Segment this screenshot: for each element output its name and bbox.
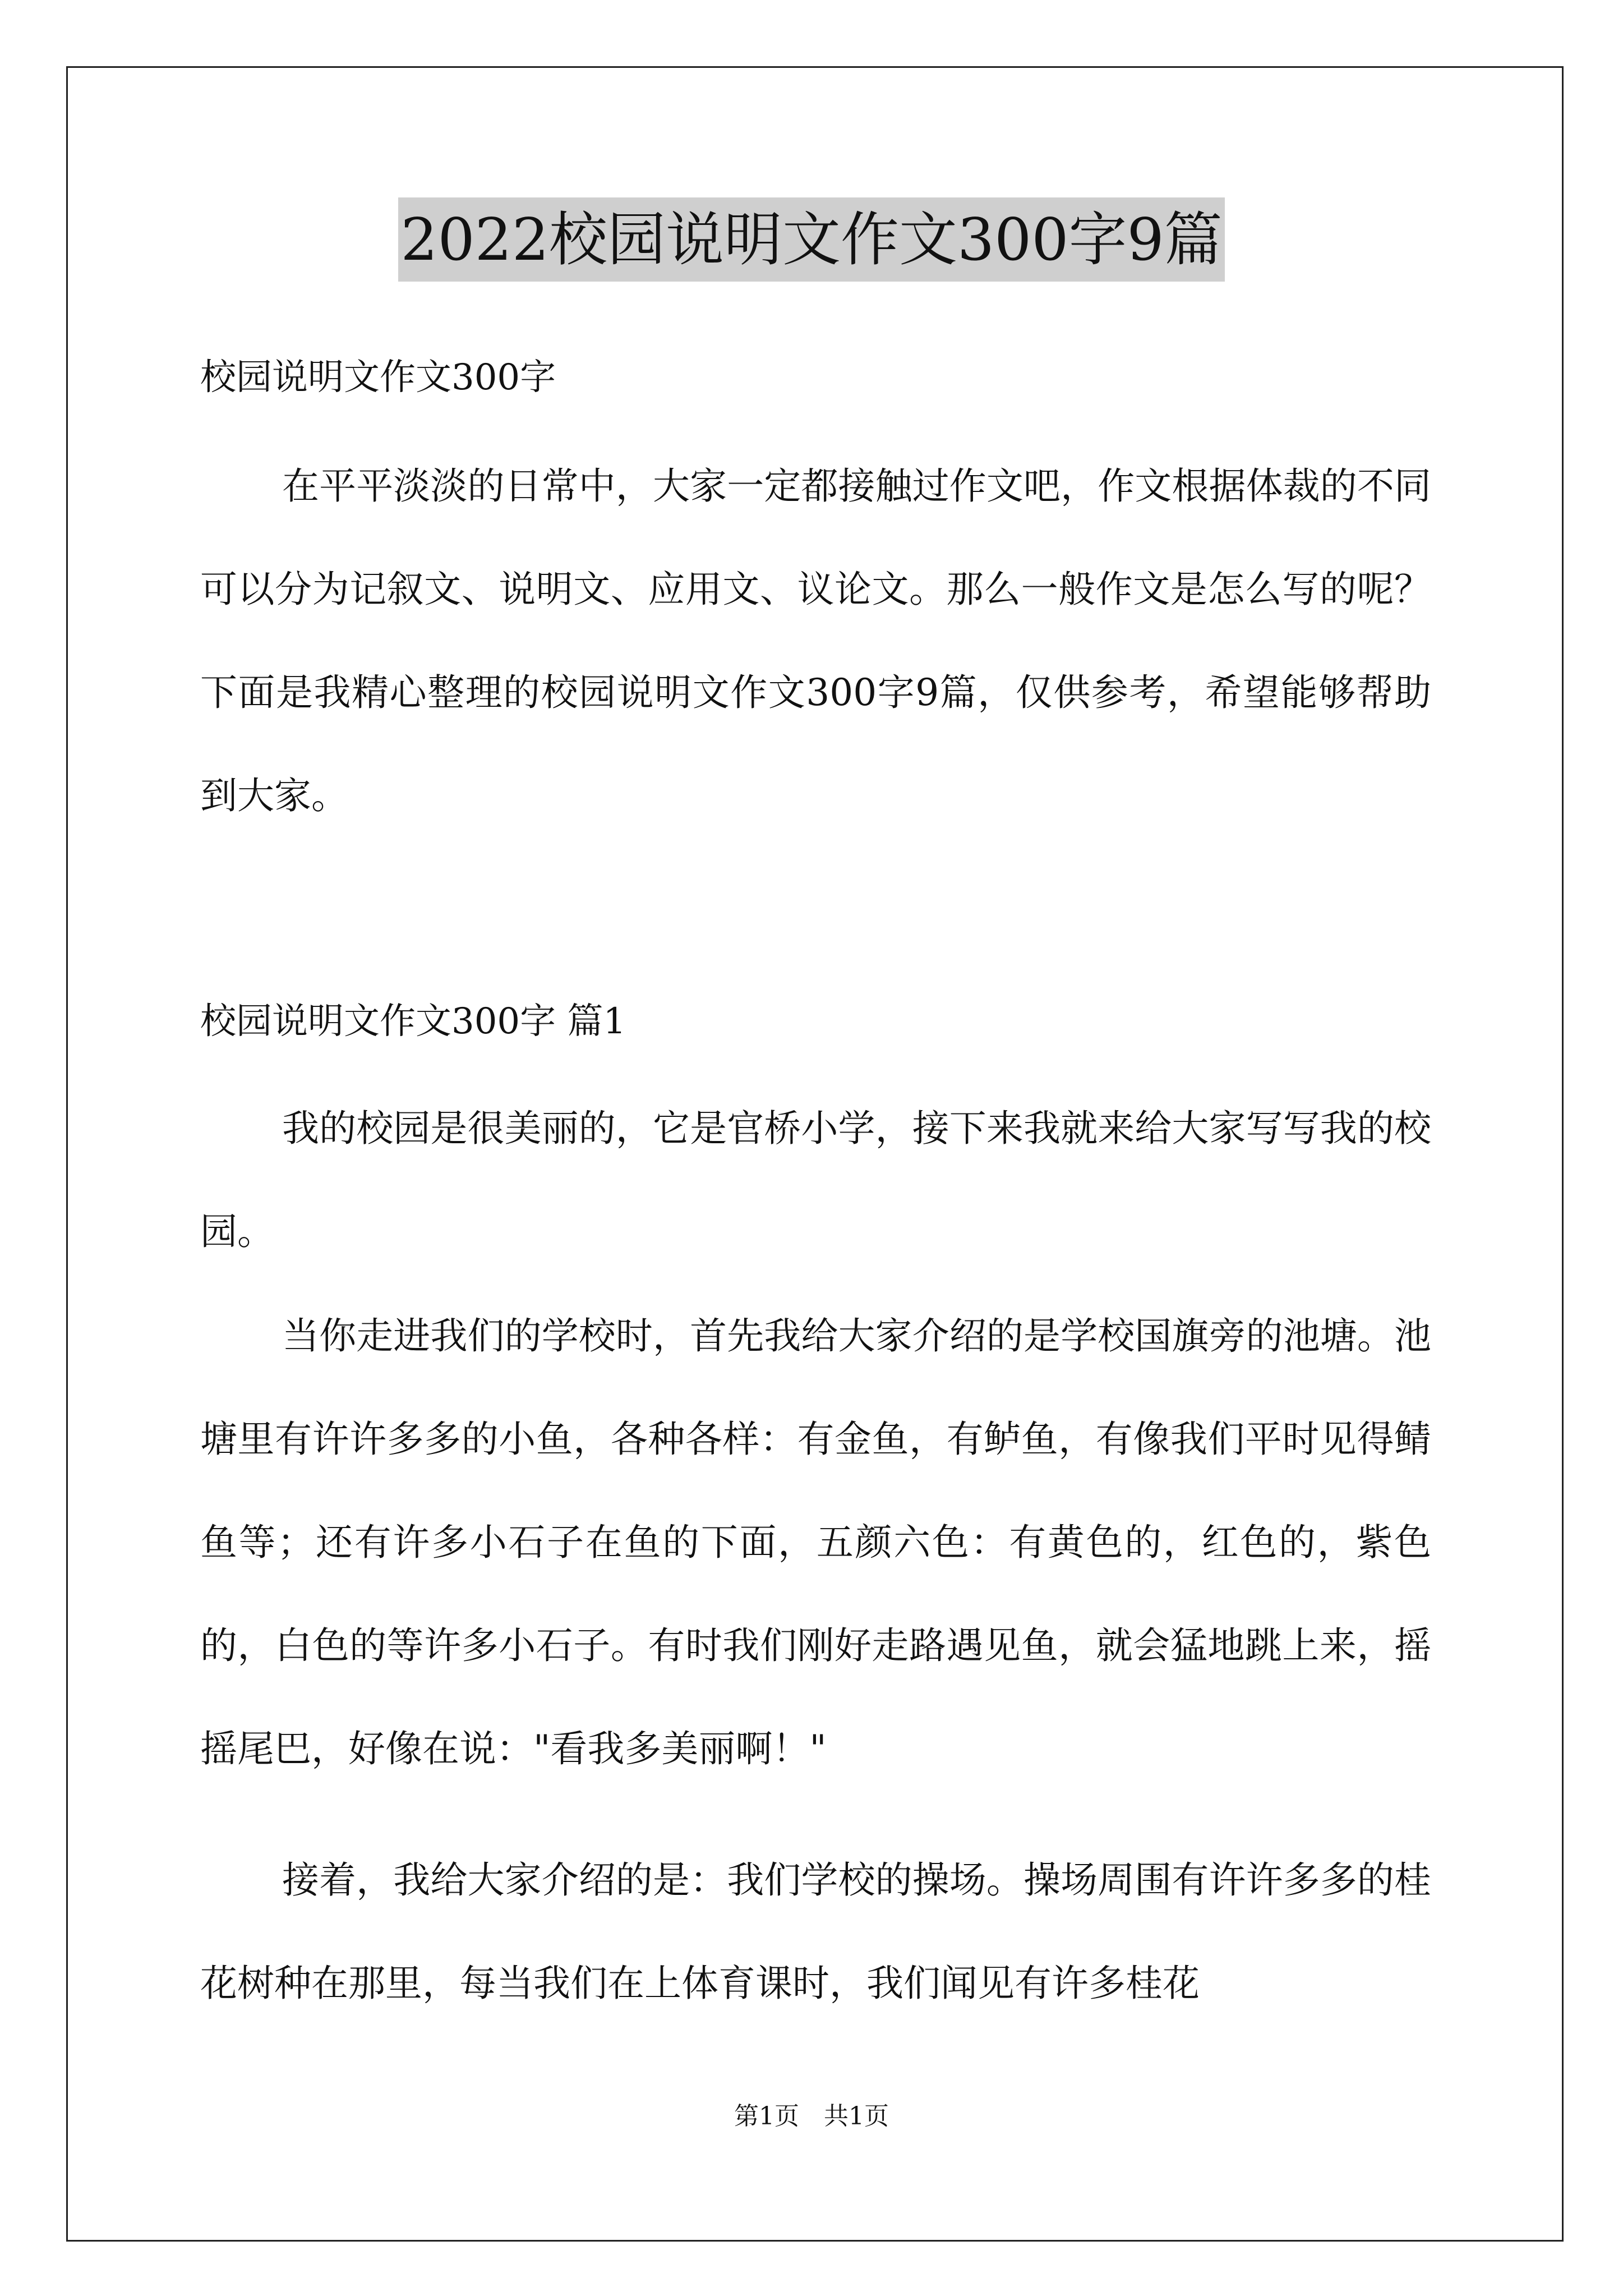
intro-paragraph: 在平平淡淡的日常中，大家一定都接触过作文吧，作文根据体裁的不同可以分为记叙文、说明文、应用文、议论文。那么一般作文是怎么写的呢？下面是我精心整理的校园说明文作文300字9篇，仅供参考，希望能够帮助到大家。: [200, 464, 1431, 817]
body-paragraph: 当你走进我们的学校时，首先我给大家介绍的是学校国旗旁的池塘。池塘里有许许多多的小鱼，各种各样：有金鱼，有鲈鱼，有像我们平时见得鲭鱼等；还有许多小石子在鱼的下面，五颜六色：有黄色的，红色的，紫色的，白色的等许多小石子。有时我们刚好走路遇见鱼，就会猛地跳上来，摇摇尾巴，好像在说："看我多美丽啊！": [200, 1314, 1431, 1770]
body-paragraph: 我的校园是很美丽的，它是官桥小学，接下来我就来给大家写写我的校园。: [200, 1107, 1431, 1253]
body-paragraph: 接着，我给大家介绍的是：我们学校的操场。操场周围有许许多多的桂花树种在那里，每当我们在上体育课时，我们闻见有许多桂花: [200, 1858, 1431, 2005]
title-container: [0, 197, 1623, 282]
document-title: 2022校园说明文作文300字9篇: [398, 197, 1224, 282]
intro-heading: 校园说明文作文300字: [200, 357, 556, 398]
section-heading: 校园说明文作文300字 篇1: [200, 1001, 626, 1042]
page-footer: 第1页 共1页: [734, 2102, 889, 2131]
